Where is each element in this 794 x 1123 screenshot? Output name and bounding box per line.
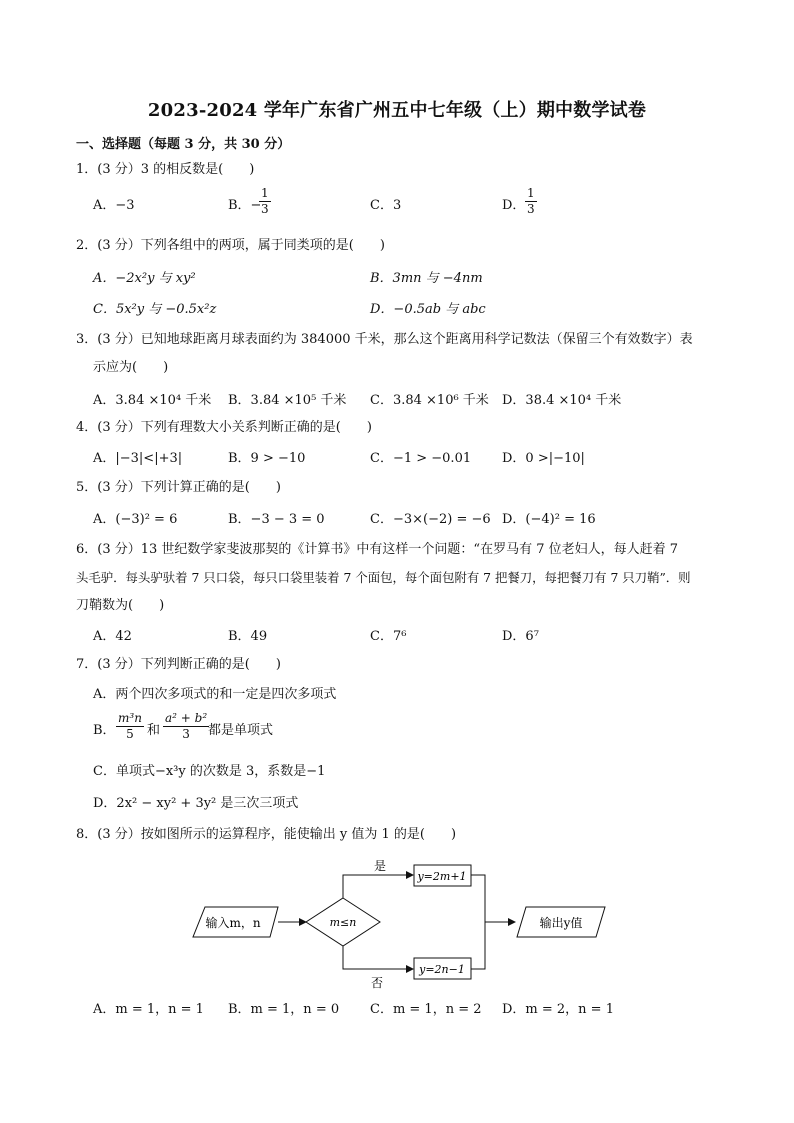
merge-line <box>471 875 485 969</box>
arrow-no <box>343 946 413 969</box>
fraction-numerator: 1 <box>261 186 269 200</box>
q8-option-b: B．m = 1，n = 0 <box>228 1002 340 1017</box>
decision-label: m≤n <box>329 916 357 929</box>
yes-label: 是 <box>373 859 387 873</box>
q1-option-b-fraction <box>259 186 271 217</box>
q7-option-b-suffix: 都是单项式 <box>208 723 274 738</box>
q2-option-d: D．−0.5ab 与 abc <box>370 302 486 317</box>
fraction-denominator: 5 <box>126 727 134 741</box>
q2-option-c: C．5x²y 与 −0.5x²z <box>93 302 217 317</box>
question-6-stem-line1: 6．(3 分）13 世纪数学家斐波那契的《计算书》中有这样一个问题：“在罗马有 7 位老妇人，每人赶着 7 <box>76 542 679 557</box>
question-4-stem: 4．(3 分）下列有理数大小关系判断正确的是( ) <box>76 420 372 435</box>
question-3-stem-line2: 示应为( ) <box>93 360 169 375</box>
process-top-label: y=2m+1 <box>417 870 467 883</box>
q4-option-b: B．9 > −10 <box>228 451 306 466</box>
input-label: 输入m，n <box>205 916 261 930</box>
question-6-stem-line2: 头毛驴．每头驴驮着 7 只口袋，每只口袋里装着 7 个面包，每个面包附有 7 把餐刀，每把餐刀有 7 只刀鞘”．则 <box>76 570 691 585</box>
q2-option-b: B．3mn 与 −4nm <box>370 271 483 286</box>
fraction-numerator: m³n <box>118 711 142 725</box>
q8-option-a: A．m = 1，n = 1 <box>93 1002 204 1017</box>
output-label: 输出y值 <box>539 916 583 930</box>
q2-option-a: A．−2x²y 与 xy² <box>93 271 196 286</box>
q7-option-b-fraction-2 <box>163 711 209 742</box>
question-7-stem: 7．(3 分）下列判断正确的是( ) <box>76 657 281 672</box>
q5-option-b: B．−3 − 3 = 0 <box>228 512 325 527</box>
q8-option-c: C．m = 1，n = 2 <box>370 1002 482 1017</box>
q3-option-b: B．3.84 ×10⁵ 千米 <box>228 393 347 408</box>
q7-option-a: A．两个四次多项式的和一定是四次多项式 <box>93 687 337 702</box>
q4-option-c: C．−1 > −0.01 <box>370 451 472 466</box>
q3-option-d: D．38.4 ×10⁴ 千米 <box>502 393 622 408</box>
process-bottom-label: y=2n−1 <box>419 963 465 976</box>
q7-option-b-fraction-1 <box>116 711 144 742</box>
q7-option-b-and: 和 <box>147 723 161 738</box>
section-heading: 一、选择题（每题 3 分，共 30 分） <box>76 137 291 152</box>
q1-option-d-prefix: D． <box>502 198 526 213</box>
q3-option-c: C．3.84 ×10⁶ 千米 <box>370 393 489 408</box>
fraction-denominator: 3 <box>261 202 269 216</box>
q6-option-a: A．42 <box>93 629 132 644</box>
fraction-denominator: 3 <box>527 202 535 216</box>
question-2-stem: 2．(3 分）下列各组中的两项，属于同类项的是( ) <box>76 238 385 253</box>
fraction-numerator: a² + b² <box>165 711 208 725</box>
flowchart <box>185 850 615 995</box>
q5-option-d: D．(−4)² = 16 <box>502 512 596 527</box>
question-5-stem: 5．(3 分）下列计算正确的是( ) <box>76 480 281 495</box>
question-1-stem: 1．(3 分）3 的相反数是( ) <box>76 162 255 177</box>
q7-option-c: C．单项式−x³y 的次数是 3，系数是−1 <box>93 764 326 779</box>
page-title: 2023-2024 学年广东省广州五中七年级（上）期中数学试卷 <box>147 100 647 121</box>
no-label: 否 <box>370 976 384 990</box>
q4-option-a: A．|−3|<|+3| <box>93 451 183 466</box>
q6-option-d: D．6⁷ <box>502 629 539 644</box>
q3-option-a: A．3.84 ×10⁴ 千米 <box>93 393 212 408</box>
q1-option-c: C．3 <box>370 198 402 213</box>
question-3-stem-line1: 3．(3 分）已知地球距离月球表面约为 384000 千米，那么这个距离用科学记数法（保留三个有效数字）表 <box>76 332 693 347</box>
q8-option-d: D．m = 2，n = 1 <box>502 1002 614 1017</box>
q4-option-d: D．0 >|−10| <box>502 451 585 466</box>
q6-option-c: C．7⁶ <box>370 629 407 644</box>
q7-option-b-prefix: B． <box>93 723 116 738</box>
fraction-numerator: 1 <box>527 186 535 200</box>
fraction-denominator: 3 <box>182 727 190 741</box>
question-8-stem: 8．(3 分）按如图所示的运算程序，能使输出 y 值为 1 的是( ) <box>76 827 457 842</box>
question-6-stem-line3: 刀鞘数为( ) <box>76 598 165 613</box>
q6-option-b: B．49 <box>228 629 268 644</box>
q7-option-d: D．2x² − xy² + 3y² 是三次三项式 <box>93 796 299 811</box>
arrow-yes <box>343 875 413 898</box>
q1-option-d-fraction <box>525 186 537 217</box>
q1-option-a: A．−3 <box>93 198 135 213</box>
q5-option-a: A．(−3)² = 6 <box>93 512 178 527</box>
q1-option-b-prefix: B．− <box>228 198 262 213</box>
q5-option-c: C．−3×(−2) = −6 <box>370 512 491 527</box>
